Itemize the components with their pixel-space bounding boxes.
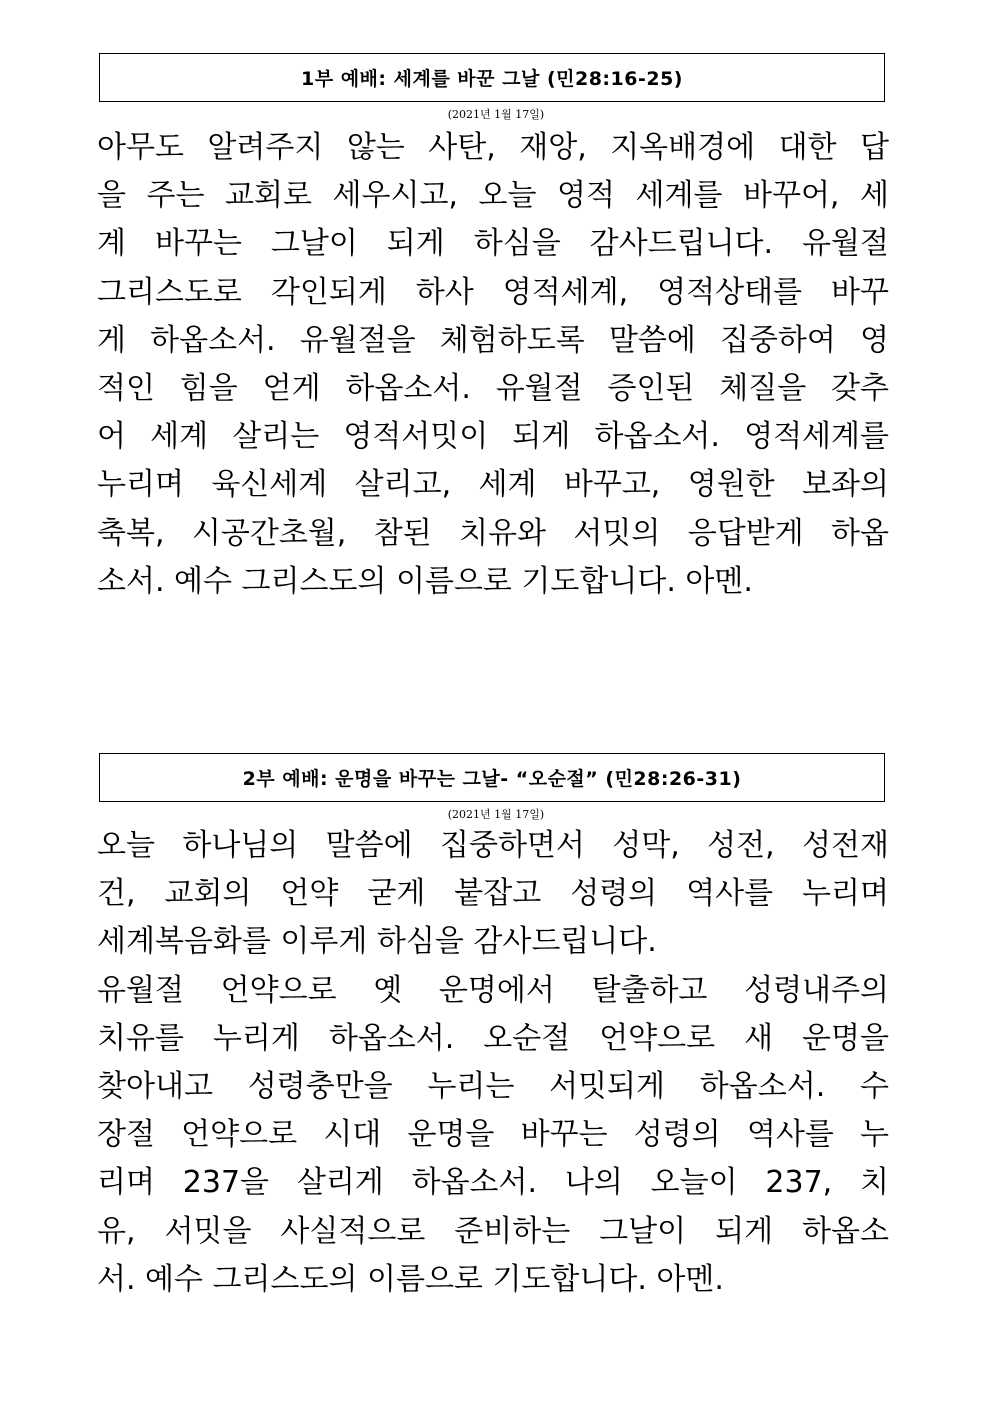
prayer-text — [97, 822, 889, 1304]
text-line: 누리며 육신세계 살리고, 세계 바꾸고, 영원한 보좌의 — [97, 467, 889, 503]
section-date: (2021년 1월 17일) — [447, 808, 545, 821]
text-line: 장절 언약으로 시대 운명을 바꾸는 성령의 역사를 누 — [97, 1117, 889, 1153]
text-line: 그리스도로 각인되게 하사 영적세계, 영적상태를 바꾸 — [97, 274, 889, 310]
text-line: 건, 교회의 언약 굳게 붙잡고 성령의 역사를 누리며 — [97, 876, 889, 912]
text-line: 치유를 누리게 하옵소서. 오순절 언약으로 새 운명을 — [97, 1020, 889, 1056]
text-line: 서. 예수 그리스도의 이름으로 기도합니다. 아멘. — [97, 1261, 724, 1297]
text-line: 세계복음화를 이루게 하심을 감사드립니다. — [97, 924, 657, 960]
text-line: 찾아내고 성령충만을 누리는 서밋되게 하옵소서. 수 — [97, 1068, 889, 1104]
text-line: 유월절 언약으로 옛 운명에서 탈출하고 성령내주의 — [97, 972, 889, 1008]
section-date: (2021년 1월 17일) — [447, 108, 545, 121]
text-line: 어 세계 살리는 영적서밋이 되게 하옵소서. 영적세계를 — [97, 419, 889, 455]
text-line: 오늘 하나님의 말씀에 집중하면서 성막, 성전, 성전재 — [97, 828, 889, 863]
text-line: 계 바꾸는 그날이 되게 하심을 감사드립니다. 유월절 — [97, 226, 889, 262]
text-line: 축복, 시공간초월, 참된 치유와 서밋의 응답받게 하옵 — [97, 515, 889, 551]
section-title: 1부 예배: 세계를 바꾼 그날 (민28:16-25) — [99, 53, 885, 102]
text-line: 아무도 알려주지 않는 사탄, 재앙, 지옥배경에 대한 답 — [97, 130, 889, 165]
text-line: 게 하옵소서. 유월절을 체험하도록 말씀에 집중하여 영 — [97, 322, 889, 358]
text-line: 을 주는 교회로 세우시고, 오늘 영적 세계를 바꾸어, 세 — [97, 178, 889, 214]
text-line: 리며 237을 살리게 하옵소서. 나의 오늘이 237, 치 — [97, 1165, 889, 1201]
text-line: 적인 힘을 얻게 하옵소서. 유월절 증인된 체질을 갖추 — [97, 370, 889, 406]
section-title: 2부 예배: 운명을 바꾸는 그날- “오순절” (민28:26-31) — [99, 753, 885, 802]
text-line: 유, 서밋을 사실적으로 준비하는 그날이 되게 하옵소 — [97, 1213, 889, 1249]
text-line: 소서. 예수 그리스도의 이름으로 기도합니다. 아멘. — [97, 563, 753, 599]
prayer-text — [97, 124, 889, 606]
